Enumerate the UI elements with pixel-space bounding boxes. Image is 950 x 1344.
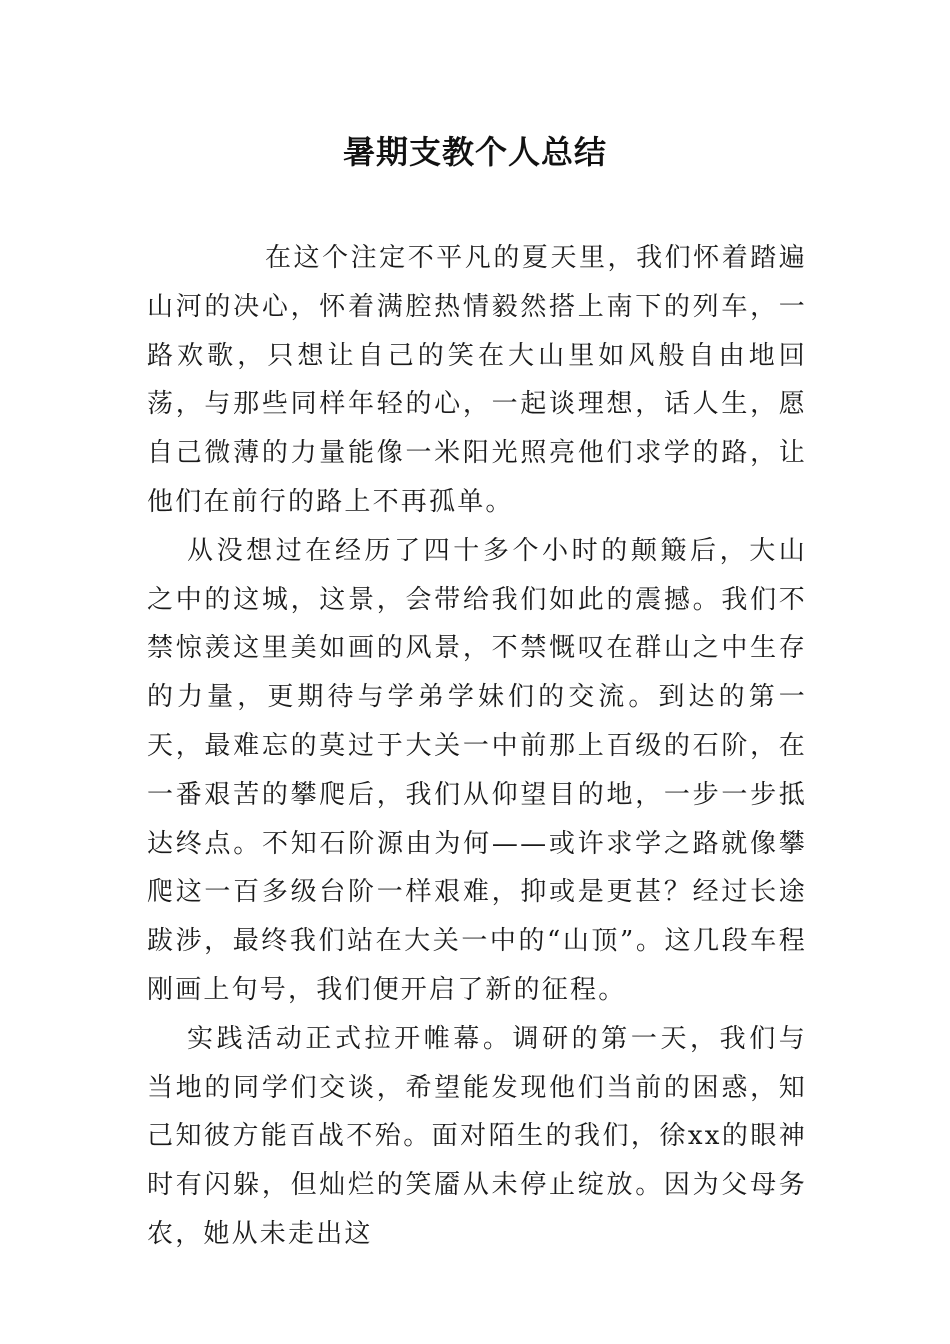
paragraph-2: 从没想过在经历了四十多个小时的颠簸后，大山之中的这城，这景，会带给我们如此的震撼。我们不禁惊羡这里美如画的风景，不禁慨叹在群山之中生存的力量，更期待与学弟学妹们的交流。到达的第一天，最难忘的莫过于大关一中前那上百级的石阶，在一番艰苦的攀爬后，我们从仰望目的地，一步一步抵达终点。不知石阶源由为何——或许求学之路就像攀爬这一百多级台阶一样艰难，抑或是更甚？经过长途跋涉，最终我们站在大关一中的“山顶”。这几段车程刚画上句号，我们便开启了新的征程。 xyxy=(147,535,807,1005)
document-title: 暑期支教个人总结 xyxy=(342,133,607,171)
paragraph-1: 在这个注定不平凡的夏天里，我们怀着踏遍山河的决心，怀着满腔热情毅然搭上南下的列车，一路欢歌，只想让自己的笑在大山里如风般自由地回荡，与那些同样年轻的心，一起谈理想，话人生，愿自己微薄的力量能像一米阳光照亮他们求学的路，让他们在前行的路上不再孤单。 xyxy=(147,243,807,517)
paragraph-3: 实践活动正式拉开帷幕。调研的第一天，我们与当地的同学们交谈，希望能发现他们当前的困惑，知己知彼方能百战不殆。面对陌生的我们，徐xx的眼神时有闪躲，但灿烂的笑靥从未停止绽放。因为父母务农，她从未走出这 xyxy=(147,1023,807,1249)
document-body xyxy=(147,234,807,1259)
